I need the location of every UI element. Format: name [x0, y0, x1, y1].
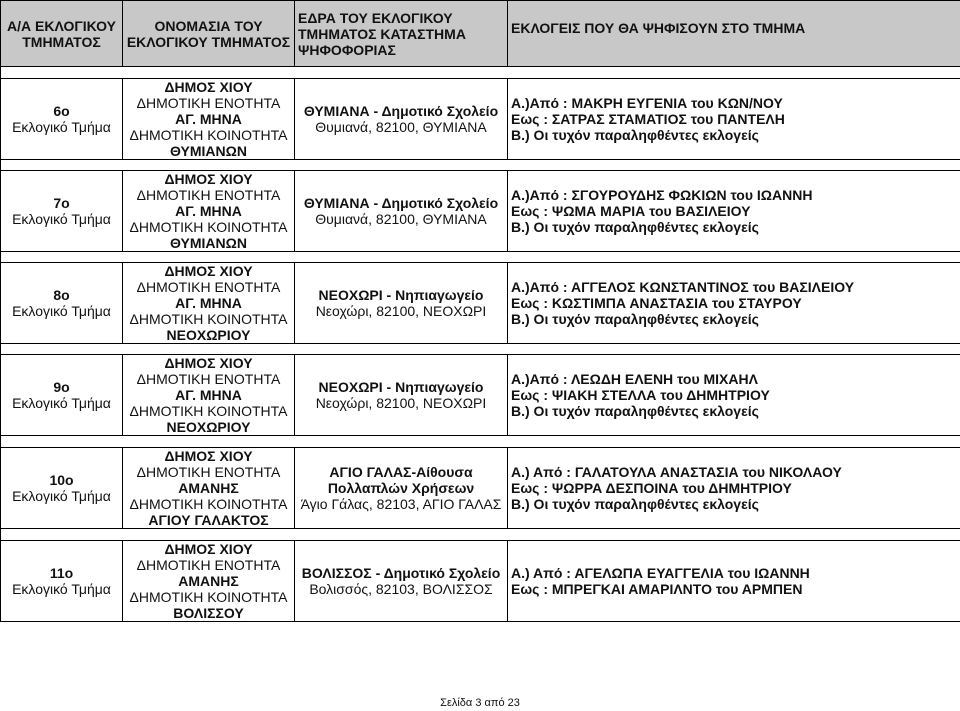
seat-cell-line: Άγιο Γάλας, 82103, ΑΓΙΟ ΓΑΛΑΣ [300, 496, 502, 512]
section-name-cell-line: ΔΗΜΟΤΙΚΗ ΚΟΙΝΟΤΗΤΑ [129, 311, 288, 327]
section-name-cell-line: ΔΗΜΟΤΙΚΗ ΚΟΙΝΟΤΗΤΑ [129, 127, 288, 143]
section-name-cell-line: ΔΗΜΟΤΙΚΗ ΕΝΟΤΗΤΑ [136, 95, 281, 111]
header-row [1, 1, 960, 67]
section-number-cell-line: 8ο [53, 287, 70, 303]
seat-cell-line: ΒΟΛΙΣΣΟΣ - Δημοτικό Σχολείο [301, 565, 501, 581]
section-number-cell-line: 9ο [53, 379, 70, 395]
elections-cell [508, 448, 960, 529]
seat-cell-line: Νεοχώρι, 82100, ΝΕΟΧΩΡΙ [315, 395, 487, 411]
row-separator [1, 344, 960, 355]
table-row [1, 79, 960, 160]
section-name-cell-line: ΑΓΙΟΥ ΓΑΛΑΚΤΟΣ [148, 512, 269, 528]
elections-cell-line: Εως : ΨΩΜΑ ΜΑΡΙΑ του ΒΑΣΙΛΕΙΟΥ [511, 203, 751, 219]
table-row [1, 355, 960, 436]
elections-cell-line: Α.)Από : ΣΓΟΥΡΟΥΔΗΣ ΦΩΚΙΩΝ του ΙΩΑΝΝΗ [511, 187, 813, 203]
section-number-cell-line: Εκλογικό Τμήμα [12, 119, 111, 135]
section-number-cell-line: Εκλογικό Τμήμα [12, 581, 111, 597]
row-separator [1, 529, 960, 541]
section-name-cell-line: ΝΕΟΧΩΡΙΟΥ [166, 327, 251, 343]
section-name-cell-line: ΔΗΜΟΤΙΚΗ ΚΟΙΝΟΤΗΤΑ [129, 496, 288, 512]
section-number-cell-line: 11ο [49, 565, 74, 581]
seat-cell-line: ΝΕΟΧΩΡΙ - Νηπιαγωγείο [318, 287, 484, 303]
row-separator [1, 67, 960, 79]
elections-cell-line: Εως : ΚΩΣΤΙΜΠΑ ΑΝΑΣΤΑΣΙΑ του ΣΤΑΥΡΟΥ [511, 295, 802, 311]
section-name-cell-line: ΔΗΜΟΤΙΚΗ ΕΝΟΤΗΤΑ [136, 187, 281, 203]
section-name-cell-line: ΑΓ. ΜΗΝΑ [175, 203, 242, 219]
row-separator [1, 160, 960, 171]
section-name-cell-line: ΔΗΜΟΣ ΧΙΟΥ [164, 79, 253, 95]
section-name-cell-line: ΑΓ. ΜΗΝΑ [175, 387, 242, 403]
elections-cell [508, 79, 960, 160]
section-number-cell [1, 541, 123, 622]
elections-cell-line: Α.)Από : ΑΓΓΕΛΟΣ ΚΩΝΣΤΑΝΤΙΝΟΣ του ΒΑΣΙΛΕΙΟΥ [511, 279, 855, 295]
section-name-cell-line: ΑΜΑΝΗΣ [178, 480, 239, 496]
section-name-cell [123, 171, 295, 252]
table-row [1, 541, 960, 622]
section-name-cell-line: ΔΗΜΟΣ ΧΙΟΥ [164, 263, 253, 279]
row-separator-cell [1, 344, 960, 355]
section-name-cell-line: ΘΥΜΙΑΝΩΝ [170, 143, 247, 159]
section-number-cell-line: Εκλογικό Τμήμα [12, 303, 111, 319]
row-separator-cell [1, 529, 960, 541]
table-row [1, 171, 960, 252]
section-name-cell-line: ΔΗΜΟΤΙΚΗ ΚΟΙΝΟΤΗΤΑ [129, 219, 288, 235]
elections-cell [508, 541, 960, 622]
seat-cell-line: Πολλαπλών Χρήσεων [327, 480, 475, 496]
section-number-cell [1, 355, 123, 436]
elections-cell [508, 263, 960, 344]
section-name-cell-line: ΑΓ. ΜΗΝΑ [175, 111, 242, 127]
section-name-cell-line: ΔΗΜΟΣ ΧΙΟΥ [164, 541, 253, 557]
elections-cell-line: Β.) Οι τυχόν παραληφθέντες εκλογείς [511, 496, 759, 512]
elections-cell [508, 171, 960, 252]
elections-cell-line: Β.) Οι τυχόν παραληφθέντες εκλογείς [511, 219, 759, 235]
elections-cell-line: Εως : ΨΩΡΡΑ ΔΕΣΠΟΙΝΑ του ΔΗΜΗΤΡΙΟΥ [511, 480, 792, 496]
elections-cell-line: Εως : ΣΑΤΡΑΣ ΣΤΑΜΑΤΙΟΣ του ΠΑΝΤΕΛΗ [511, 111, 785, 127]
seat-cell [295, 448, 508, 529]
elections-cell-line: Εως : ΨΙΑΚΗ ΣΤΕΛΛΑ του ΔΗΜΗΤΡΙΟΥ [511, 387, 770, 403]
row-separator-cell [1, 436, 960, 448]
header-section-id: Α/Α ΕΚΛΟΓΙΚΟΥ ΤΜΗΜΑΤΟΣ [1, 1, 123, 67]
row-separator-cell [1, 67, 960, 79]
section-name-cell-line: ΔΗΜΟΤΙΚΗ ΚΟΙΝΟΤΗΤΑ [129, 403, 288, 419]
section-number-cell-line: 7ο [53, 195, 70, 211]
section-number-cell-line: Εκλογικό Τμήμα [12, 488, 111, 504]
section-name-cell [123, 541, 295, 622]
seat-cell-line: Βολισσός, 82103, ΒΟΛΙΣΣΟΣ [309, 581, 493, 597]
section-number-cell [1, 171, 123, 252]
seat-cell [295, 355, 508, 436]
page-number: Σελίδα 3 από 23 [440, 697, 520, 709]
section-number-cell [1, 79, 123, 160]
header-seat: ΕΔΡΑ ΤΟΥ ΕΚΛΟΓΙΚΟΥ ΤΜΗΜΑΤΟΣ ΚΑΤΑΣΤΗΜΑ ΨΗΦΟΦΟΡΙΑΣ [295, 1, 508, 67]
seat-cell-line: ΘΥΜΙΑΝΑ - Δημοτικό Σχολείο [303, 195, 499, 211]
section-name-cell-line: ΔΗΜΟΣ ΧΙΟΥ [164, 355, 253, 371]
section-name-cell-line: ΔΗΜΟΣ ΧΙΟΥ [164, 448, 253, 464]
elections-cell-line: Α.) Από : ΑΓΕΛΩΠΑ ΕΥΑΓΓΕΛΙΑ του ΙΩΑΝΝΗ [511, 565, 810, 581]
section-number-cell-line: Εκλογικό Τμήμα [12, 395, 111, 411]
seat-cell [295, 171, 508, 252]
section-name-cell-line: ΝΕΟΧΩΡΙΟΥ [166, 419, 251, 435]
seat-cell-line: ΘΥΜΙΑΝΑ - Δημοτικό Σχολείο [303, 103, 499, 119]
seat-cell-line: ΝΕΟΧΩΡΙ - Νηπιαγωγείο [318, 379, 484, 395]
table-row [1, 263, 960, 344]
elections-cell-line: Β.) Οι τυχόν παραληφθέντες εκλογείς [511, 127, 759, 143]
section-name-cell-line: ΔΗΜΟΤΙΚΗ ΕΝΟΤΗΤΑ [136, 464, 281, 480]
section-number-cell-line: Εκλογικό Τμήμα [12, 211, 111, 227]
seat-cell-line: Νεοχώρι, 82100, ΝΕΟΧΩΡΙ [315, 303, 487, 319]
section-name-cell-line: ΒΟΛΙΣΣΟΥ [173, 605, 244, 621]
header-elections: ΕΚΛΟΓΕΙΣ ΠΟΥ ΘΑ ΨΗΦΙΣΟΥΝ ΣΤΟ ΤΜΗΜΑ [508, 1, 960, 67]
section-number-cell [1, 263, 123, 344]
section-name-cell-line: ΔΗΜΟΣ ΧΙΟΥ [164, 171, 253, 187]
section-name-cell-line: ΔΗΜΟΤΙΚΗ ΕΝΟΤΗΤΑ [136, 371, 281, 387]
seat-cell-line: Θυμιανά, 82100, ΘΥΜΙΑΝΑ [315, 119, 487, 135]
elections-cell-line: Α.)Από : ΜΑΚΡΗ ΕΥΓΕΝΙΑ του ΚΩΝ/ΝΟΥ [511, 95, 783, 111]
seat-cell [295, 263, 508, 344]
table-row [1, 448, 960, 529]
elections-cell-line: Α.) Από : ΓΑΛΑΤΟΥΛΑ ΑΝΑΣΤΑΣΙΑ του ΝΙΚΟΛΑΟΥ [511, 464, 842, 480]
section-name-cell-line: ΔΗΜΟΤΙΚΗ ΚΟΙΝΟΤΗΤΑ [129, 589, 288, 605]
elections-cell-line: Α.)Από : ΛΕΩΔΗ ΕΛΕΝΗ του ΜΙΧΑΗΛ [511, 371, 758, 387]
section-name-cell-line: ΑΓ. ΜΗΝΑ [175, 295, 242, 311]
header-section-name: ΟΝΟΜΑΣΙΑ ΤΟΥ ΕΚΛΟΓΙΚΟΥ ΤΜΗΜΑΤΟΣ [123, 1, 295, 67]
section-number-cell [1, 448, 123, 529]
section-name-cell-line: ΑΜΑΝΗΣ [178, 573, 239, 589]
elections-cell-line: Εως : ΜΠΡΕΓΚΑΙ ΑΜΑΡΙΛΝΤΟ του ΑΡΜΠΕΝ [511, 581, 803, 597]
elections-cell [508, 355, 960, 436]
section-name-cell-line: ΔΗΜΟΤΙΚΗ ΕΝΟΤΗΤΑ [136, 279, 281, 295]
seat-cell-line: ΑΓΙΟ ΓΑΛΑΣ-Αίθουσα [329, 464, 473, 480]
section-name-cell [123, 263, 295, 344]
section-name-cell [123, 448, 295, 529]
row-separator-cell [1, 160, 960, 171]
seat-cell [295, 541, 508, 622]
seat-cell-line: Θυμιανά, 82100, ΘΥΜΙΑΝΑ [315, 211, 487, 227]
section-name-cell-line: ΘΥΜΙΑΝΩΝ [170, 235, 247, 251]
section-name-cell [123, 79, 295, 160]
row-separator [1, 436, 960, 448]
section-number-cell-line: 6ο [53, 103, 70, 119]
row-separator-cell [1, 252, 960, 263]
elections-cell-line: Β.) Οι τυχόν παραληφθέντες εκλογείς [511, 403, 759, 419]
elections-cell-line: Β.) Οι τυχόν παραληφθέντες εκλογείς [511, 311, 759, 327]
seat-cell [295, 79, 508, 160]
section-number-cell-line: 10ο [49, 472, 74, 488]
row-separator [1, 252, 960, 263]
section-name-cell [123, 355, 295, 436]
section-name-cell-line: ΔΗΜΟΤΙΚΗ ΕΝΟΤΗΤΑ [136, 557, 281, 573]
